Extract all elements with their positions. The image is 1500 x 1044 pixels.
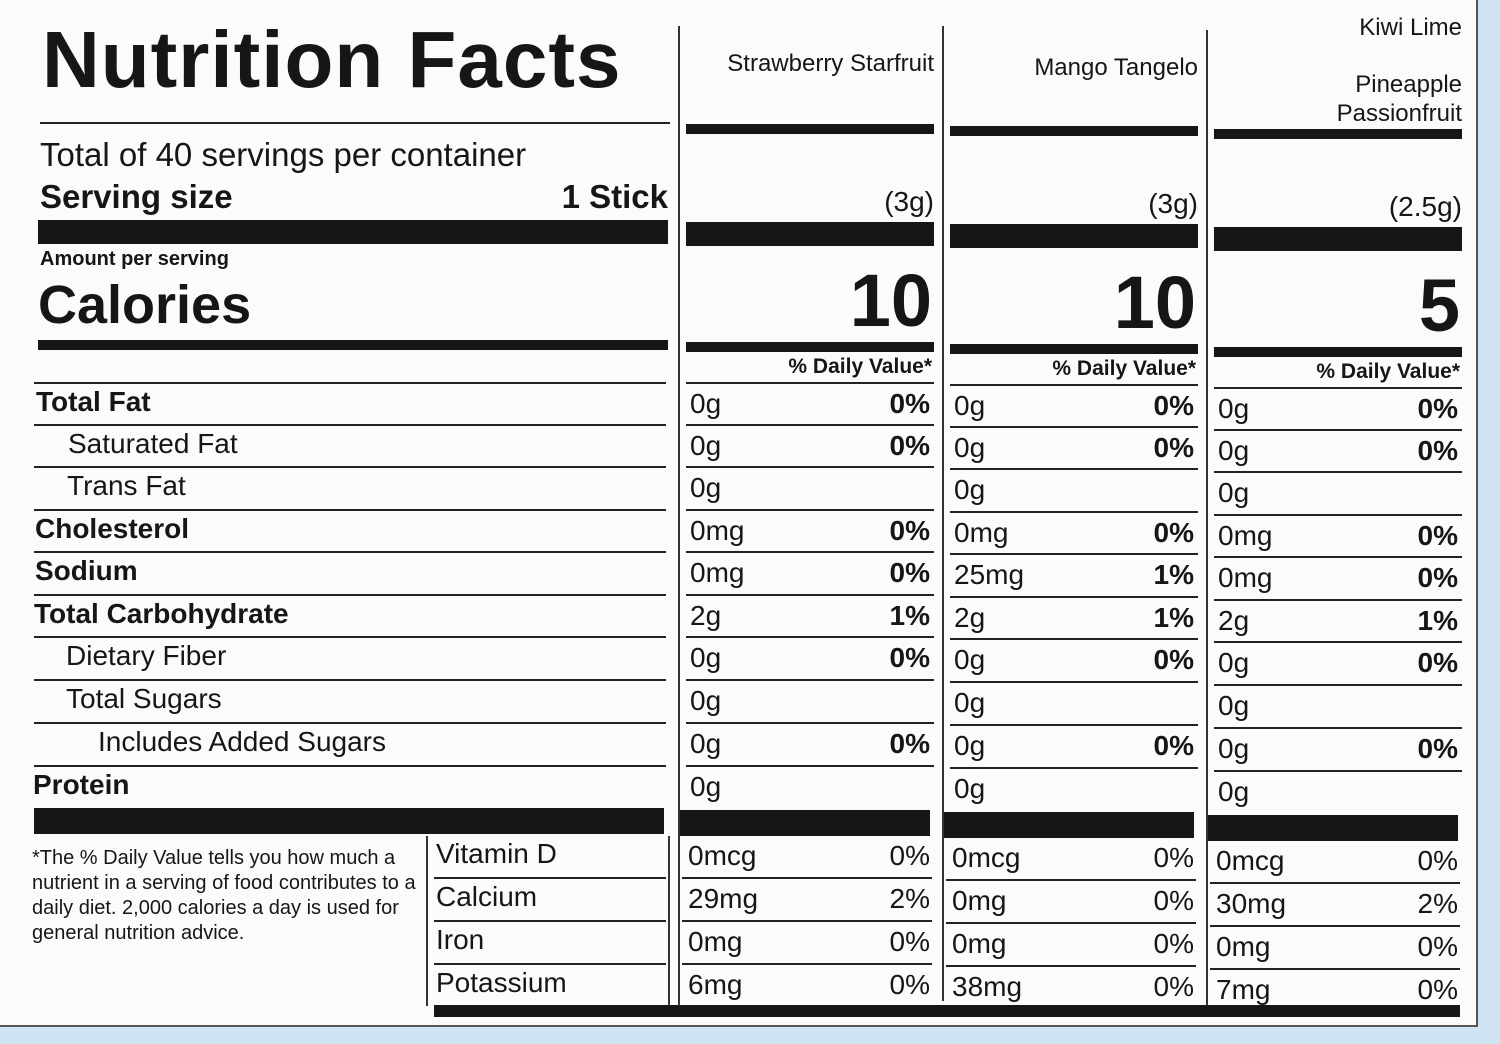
flavor-calories-bar [686,342,934,352]
nutrient-amount: 0g [954,474,986,505]
vitamin-amount: 0mg [1216,931,1271,962]
row-divider [950,724,1198,726]
nutrient-amount: 0g [954,730,986,761]
flavor-calories: 10 [1113,261,1196,344]
vitamin-daily-value: 0% [1417,974,1458,1005]
row-divider [686,551,934,553]
row-divider [34,765,666,767]
nutrient-daily-value: 0% [1417,647,1458,678]
row-divider [1214,471,1462,473]
nutrient-amount: 0g [690,430,722,461]
nutrient-amount: 0g [1218,477,1250,508]
row-divider [1214,599,1462,601]
serving-size-value: 1 Stick [561,178,668,215]
nutrient-amount: 0mg [690,557,745,588]
nutrient-daily-value: 0% [889,642,930,673]
row-divider [34,382,666,384]
flavor-calories: 10 [849,259,932,342]
vitamin-daily-value: 0% [889,840,930,871]
nutrient-daily-value: 0% [1153,517,1194,548]
nutrient-amount: 2g [690,600,722,631]
nutrient-daily-value: 0% [1417,393,1458,424]
daily-value-header: % Daily Value* [788,355,932,378]
vitamin-row-divider [682,877,932,879]
row-divider [950,638,1198,640]
flavor-name: Mango Tangelo [1034,54,1198,81]
nutrient-daily-value: 1% [1417,605,1458,636]
vitamin-row-divider [1210,925,1460,927]
protein-bar [34,808,664,834]
nutrient-amount: 0g [1218,393,1250,424]
nutrient-label: Total Fat [36,386,151,417]
nutrient-amount: 0mg [1218,520,1273,551]
daily-value-header: % Daily Value* [1316,360,1460,383]
vitamin-row-divider [682,963,932,965]
vitamin-row-divider [1210,968,1460,970]
vitamin-amount: 30mg [1216,888,1287,919]
vitamin-label: Potassium [436,967,567,998]
amount-per-serving: Amount per serving [40,248,229,270]
flavor-serving: (2.5g) [1388,191,1462,222]
nutrient-amount: 0g [690,728,722,759]
row-divider [686,765,934,767]
vitamin-daily-value: 0% [889,926,930,957]
row-divider [1214,429,1462,431]
row-divider [686,382,934,384]
nutrient-daily-value: 0% [889,430,930,461]
row-divider [1214,770,1462,772]
row-divider [34,722,666,724]
nutrient-daily-value: 0% [1417,733,1458,764]
nutrient-label: Total Carbohydrate [34,598,289,629]
vitamin-daily-value: 0% [889,969,930,1000]
vitamin-label: Iron [436,924,485,955]
nutrient-label: Trans Fat [67,470,186,501]
vitamin-row-divider [1210,882,1460,884]
row-divider [950,468,1198,470]
nutrient-amount: 0g [1218,647,1250,678]
flavor-name: Strawberry Starfruit [727,50,934,77]
nutrient-amount: 0g [1218,776,1250,807]
nutrient-amount: 0g [954,773,986,804]
nutrient-amount: 0mg [954,517,1009,548]
flavor-serving-bar [1214,227,1462,251]
nutrient-label: Includes Added Sugars [98,726,386,757]
vitamin-amount: 0mcg [1216,845,1285,876]
row-divider [950,681,1198,683]
flavor-name-secondary: Pineapple Passionfruit [1336,71,1462,127]
nutrient-amount: 0g [690,685,722,716]
row-divider [950,553,1198,555]
flavor-serving-bar [950,224,1198,248]
row-divider [686,509,934,511]
row-divider [686,636,934,638]
calories-bar [38,340,668,350]
flavor-serving: (3g) [1148,188,1198,219]
flavor-protein-bar [680,810,930,836]
nutrient-label: Saturated Fat [68,428,238,459]
nutrient-amount: 0g [690,771,722,802]
row-divider [34,551,666,553]
nutrient-amount: 0g [1218,690,1250,721]
nutrient-label: Protein [33,769,130,800]
nutrient-daily-value: 0% [1417,435,1458,466]
label-title: Nutrition Facts [42,15,622,104]
nutrient-amount: 2g [954,602,986,633]
nutrient-amount: 0g [1218,733,1250,764]
column-divider [678,26,680,1006]
serving-bar [38,220,668,244]
vitamin-daily-value: 2% [889,883,930,914]
vitamin-daily-value: 0% [1153,885,1194,916]
row-divider [34,636,666,638]
flavor-name: Kiwi Lime [1359,14,1462,41]
row-divider [34,424,666,426]
vitamin-row-divider [434,920,666,922]
flavor-protein-bar [944,812,1194,838]
nutrient-amount: 0g [690,472,722,503]
nutrient-daily-value: 0% [889,557,930,588]
vitamin-amount: 6mg [688,969,743,1000]
row-divider [1214,556,1462,558]
nutrient-amount: 0g [954,644,986,675]
row-divider [950,767,1198,769]
nutrient-label: Sodium [35,555,138,586]
column-divider [942,26,944,1001]
bottom-bar [434,1005,1460,1017]
vitamin-row-divider [434,877,666,879]
nutrient-amount: 0mg [690,515,745,546]
footnote-divider [426,836,428,1006]
flavor-serving-bar [686,222,934,246]
nutrient-daily-value: 1% [1153,559,1194,590]
vitamin-amount: 0mg [952,885,1007,916]
vitamin-label: Calcium [436,881,538,912]
vitamin-amount: 0mcg [688,840,757,871]
nutrient-daily-value: 0% [1153,644,1194,675]
vitamin-amount: 0mcg [952,842,1021,873]
flavor-serving: (3g) [884,186,934,217]
vitamin-daily-value: 0% [1153,971,1194,1002]
vitamin-row-divider [682,920,932,922]
nutrient-amount: 0mg [1218,562,1273,593]
nutrient-daily-value: 0% [889,515,930,546]
row-divider [950,596,1198,598]
nutrient-amount: 0g [690,642,722,673]
flavor-header-bar [1214,129,1462,139]
column-divider [668,836,670,1006]
daily-value-header: % Daily Value* [1052,357,1196,380]
vitamin-daily-value: 0% [1417,845,1458,876]
nutrient-daily-value: 0% [1153,390,1194,421]
vitamin-row-divider [946,965,1196,967]
vitamin-amount: 29mg [688,883,759,914]
row-divider [34,594,666,596]
row-divider [1214,684,1462,686]
row-divider [950,426,1198,428]
vitamin-label: Vitamin D [436,838,557,869]
row-divider [686,594,934,596]
nutrient-daily-value: 0% [1153,432,1194,463]
nutrient-daily-value: 1% [1153,602,1194,633]
serving-size-label: Serving size [40,178,233,215]
row-divider [34,466,666,468]
nutrient-amount: 0g [954,687,986,718]
vitamin-daily-value: 0% [1153,928,1194,959]
column-divider [1206,30,1208,1005]
row-divider [1214,727,1462,729]
flavor-calories-bar [1214,347,1462,357]
row-divider [686,722,934,724]
flavor-header-bar [950,126,1198,136]
row-divider [950,511,1198,513]
vitamin-daily-value: 2% [1417,888,1458,919]
nutrient-amount: 0g [690,388,722,419]
nutrient-amount: 2g [1218,605,1250,636]
nutrient-daily-value: 0% [889,728,930,759]
vitamin-amount: 0mg [952,928,1007,959]
nutrient-daily-value: 1% [889,600,930,631]
nutrient-daily-value: 0% [1417,562,1458,593]
calories-label: Calories [38,275,252,335]
vitamin-amount: 0mg [688,926,743,957]
flavor-calories-bar [950,344,1198,354]
nutrient-daily-value: 0% [1417,520,1458,551]
vitamin-row-divider [946,879,1196,881]
row-divider [1214,641,1462,643]
row-divider [1214,387,1462,389]
row-divider [950,384,1198,386]
nutrient-amount: 0g [1218,435,1250,466]
nutrient-daily-value: 0% [889,388,930,419]
servings-per-container: Total of 40 servings per container [40,136,527,173]
flavor-header-bar [686,124,934,134]
row-divider [686,424,934,426]
nutrient-amount: 25mg [954,559,1025,590]
vitamin-row-divider [434,963,666,965]
row-divider [1214,514,1462,516]
title-divider [40,122,670,124]
row-divider [686,679,934,681]
row-divider [686,466,934,468]
flavor-calories: 5 [1418,264,1460,347]
daily-value-footnote: *The % Daily Value tells you how much a nutrient in a serving of food contributes to a daily diet. 2,000 calories a day is used for general nutrition advice. [32,847,416,944]
vitamin-daily-value: 0% [1417,931,1458,962]
nutrient-daily-value: 0% [1153,730,1194,761]
vitamin-row-divider [946,922,1196,924]
nutrient-label: Cholesterol [35,513,190,544]
vitamin-amount: 7mg [1216,974,1271,1005]
vitamin-daily-value: 0% [1153,842,1194,873]
nutrient-amount: 0g [954,432,986,463]
nutrient-amount: 0g [954,390,986,421]
flavor-protein-bar [1208,815,1458,841]
row-divider [34,679,666,681]
nutrient-label: Total Sugars [66,683,222,714]
nutrient-label: Dietary Fiber [66,640,227,671]
row-divider [34,509,666,511]
vitamin-amount: 38mg [952,971,1023,1002]
